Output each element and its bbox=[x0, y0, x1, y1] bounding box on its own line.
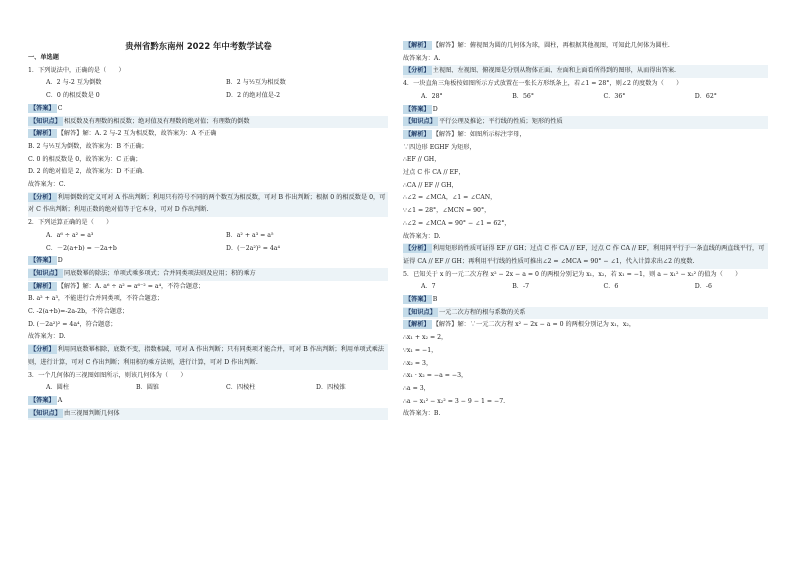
knowledge-tag: 【知识点】 bbox=[30, 269, 61, 277]
q5-line: ∴a − x₁² − x₂² = 3 − 9 − 1 = −7. bbox=[403, 397, 506, 405]
q1-answer: 【答案】 C bbox=[30, 104, 63, 112]
page-title: 贵州省黔东南州 2022 年中考数学试卷 bbox=[125, 41, 272, 51]
knowledge-tag: 【知识点】 bbox=[405, 308, 436, 316]
q1-line: B. 2 与½互为倒数，故答案为：B 不正确； bbox=[28, 142, 148, 150]
q2-answer: 【答案】 D bbox=[30, 257, 63, 265]
knowledge-tag: 【知识点】 bbox=[30, 409, 61, 417]
q2-line: 故答案为：D. bbox=[28, 333, 66, 341]
q4-knowledge-point: 【知识点】 平行公理及推论；平行线的性质；矩形的性质 bbox=[403, 116, 768, 129]
q1-line: 故答案为：C. bbox=[28, 181, 66, 189]
q1-option-b: B．2 与½互为相反数 bbox=[226, 79, 286, 87]
q5-line: ∴x₁ · x₂ = −a = −3， bbox=[403, 372, 468, 380]
q4-option-b: B．56° bbox=[512, 92, 534, 100]
q5-line: 故答案为：B. bbox=[403, 410, 441, 418]
q4-options bbox=[403, 91, 768, 104]
q1-analysis: 【分析】 利用倒数的定义可对 A 作出判断；利用只有符号不同的两个数互为相反数，可对 B 作出判断；根据 0 的相反数是 0，可对 C 作出判断；利用正数的绝对值等于它本身，可对 D 作出判断. bbox=[28, 192, 388, 217]
q5-answer: 【答案】 B bbox=[405, 296, 438, 304]
q1-option-d: D．2 的绝对值是-2 bbox=[226, 92, 281, 100]
q3-options bbox=[28, 382, 388, 395]
q4-line: 故答案为：D. bbox=[403, 232, 441, 240]
q2-options-row2 bbox=[28, 243, 388, 256]
q4-line: ∴∠2 = ∠MCA，∠1 = ∠CAN， bbox=[403, 194, 497, 202]
q2-option-c: C．－2(a+b) = －2a+b bbox=[46, 244, 117, 252]
q1-option-c: C．0 的相反数是 0 bbox=[46, 92, 100, 100]
analysis-tag: 【分析】 bbox=[30, 193, 55, 201]
q4-answer: 【答案】 D bbox=[405, 105, 438, 113]
q5-line: ∴x₂ = 3， bbox=[403, 359, 433, 367]
q4-option-a: A．28° bbox=[421, 92, 443, 100]
q4-analysis: 【分析】 利用矩形的性质可证得 EF // GH；过点 C 作 CA // EF，过点 C 作 CA // EF，利用同平行于一条直线的两直线平行，可证得 CA // EF // GH；再利用平行线的性质可推出∠2 = ∠MCA = 90° − ∠1，代入计算求出∠2 的度数. bbox=[403, 243, 768, 268]
q2-knowledge-point: 【知识点】 同底数幂的除法；单项式乘多项式；合并同类项法则及应用；积的乘方 bbox=[28, 268, 388, 281]
q4-stem: 4．一块直角三角板按如图所示方式放置在一张长方形纸条上，若∠1 = 28°，则∠2 的度数为（ ） bbox=[403, 80, 683, 88]
q1-options-row2 bbox=[28, 90, 388, 103]
q1-options-row1 bbox=[28, 77, 388, 90]
q4-line: ∵四边形 EGHF 为矩形， bbox=[403, 143, 476, 151]
explanation-tag: 【解析】 bbox=[405, 130, 430, 138]
q5-options bbox=[403, 281, 768, 294]
q3-answer: 【答案】 A bbox=[30, 396, 63, 404]
q5-stem: 5．已知关于 x 的一元二次方程 x² − 2x − a = 0 的两根分别记为 x₁，x₂，若 x₁ = −1，则 a − x₁² − x₂² 的值为（ ） bbox=[403, 270, 742, 278]
answer-tag: 【答案】 bbox=[405, 296, 430, 304]
q5-line: ∴a = 3， bbox=[403, 384, 430, 392]
q4-line: ∴CA // EF // GH， bbox=[403, 181, 458, 189]
q5-knowledge-point: 【知识点】 一元二次方程的根与系数的关系 bbox=[403, 307, 768, 320]
answer-tag: 【答案】 bbox=[30, 104, 55, 112]
q3-final: 故答案为：A. bbox=[403, 54, 441, 62]
q1-stem: 1．下列说法中，正确的是（ ） bbox=[28, 66, 125, 74]
q3-option-a: A．圆柱 bbox=[46, 384, 70, 392]
q5-explanation: 【解析】 【解答】解：∵一元二次方程 x² − 2x − a = 0 的两根分别记为 x₁，x₂， bbox=[405, 321, 636, 329]
explanation-tag: 【解析】 bbox=[405, 42, 430, 49]
q2-line: B. a² + a³，不能进行合并同类项，不符合题意； bbox=[28, 295, 164, 303]
explanation-tag: 【解析】 bbox=[30, 130, 55, 138]
q2-option-b: B．a² + a³ = a⁵ bbox=[226, 231, 274, 239]
q4-option-d: D．62° bbox=[694, 92, 717, 100]
q5-line: ∵x₁ = −1， bbox=[403, 346, 438, 354]
analysis-tag: 【分析】 bbox=[30, 346, 55, 354]
q3-option-b: B．圆锥 bbox=[136, 384, 160, 392]
q2-explanation: 【解析】 【解答】解：A. a⁶ ÷ a² = a⁶⁻² = a⁴，不符合题意； bbox=[30, 282, 205, 290]
q1-explanation: 【解析】 【解答】解：A. 2 与-2 互为相反数，故答案为：A 不正确 bbox=[30, 130, 217, 138]
q1-line: C. 0 的相反数是 0，故答案为：C 正确； bbox=[28, 155, 142, 163]
analysis-tag: 【分析】 bbox=[405, 67, 430, 75]
q4-line: ∵∠1 = 28°，∠MCN = 90°， bbox=[403, 207, 491, 215]
q5-option-d: D．-6 bbox=[694, 283, 712, 291]
q5-option-a: A．7 bbox=[421, 283, 436, 291]
q1-knowledge-point: 【知识点】 相反数及有理数的相反数；绝对值及有理数的绝对值；有理数的倒数 bbox=[28, 116, 388, 129]
q2-analysis: 【分析】 利用同底数幂相除，底数不变，指数相减，可对 A 作出判断；只有同类项才能合并，可对 B 作出判断；利用单项式乘法则，进行计算，可对 C 作出判断；利用积的乘方法则，进行计算，可对 D 作出判断. bbox=[28, 344, 388, 369]
analysis-tag: 【分析】 bbox=[405, 245, 430, 253]
q1-line: D. 2 的绝对值是 2，故答案为：D 不正确. bbox=[28, 168, 144, 176]
q2-stem: 2．下列运算正确的是（ ） bbox=[28, 219, 113, 227]
q3-option-c: C．四棱柱 bbox=[226, 384, 256, 392]
q5-option-c: C．6 bbox=[603, 283, 619, 291]
q4-line: ∴∠2 = ∠MCA = 90° − ∠1 = 62°， bbox=[403, 219, 511, 227]
q2-line: C. -2(a+b)=-2a-2b，不符合题意； bbox=[28, 308, 129, 316]
q3-stem: 3．一个几何体的三视图如图所示，则该几何体为（ ） bbox=[28, 371, 187, 379]
explanation-tag: 【解析】 bbox=[405, 321, 430, 329]
q1-option-a: A．2 与-2 互为倒数 bbox=[46, 79, 102, 87]
q5-option-b: B．-7 bbox=[512, 283, 530, 291]
q2-option-d: D．(－2a²)² = 4a⁴ bbox=[226, 244, 280, 252]
answer-tag: 【答案】 bbox=[405, 105, 430, 113]
q2-options-row1 bbox=[28, 230, 388, 243]
q3-explanation: 【解析】 【解答】解：俯视图为圆的几何体为球，圆柱，再根据其他视图，可知此几何体为圆柱. bbox=[405, 42, 670, 49]
answer-tag: 【答案】 bbox=[30, 396, 55, 404]
q4-option-c: C．36° bbox=[603, 92, 626, 100]
knowledge-tag: 【知识点】 bbox=[405, 118, 436, 126]
q4-line: 过点 C 作 CA // EF， bbox=[403, 169, 465, 177]
q4-line: ∴EF // GH， bbox=[403, 156, 441, 164]
q2-option-a: A．a⁶ ÷ a² = a³ bbox=[46, 231, 94, 239]
q3-option-d: D．四棱锥 bbox=[316, 384, 346, 392]
answer-tag: 【答案】 bbox=[30, 257, 55, 265]
q5-line: ∴x₁ + x₂ = 2， bbox=[403, 334, 448, 342]
knowledge-tag: 【知识点】 bbox=[30, 117, 61, 125]
explanation-tag: 【解析】 bbox=[30, 282, 55, 290]
q2-line: D. (－2a²)² = 4a⁴，符合题意； bbox=[28, 320, 117, 328]
q3-knowledge-point: 【知识点】 由三视图判断几何体 bbox=[28, 408, 388, 421]
section-heading: 一、单选题 bbox=[28, 54, 59, 61]
q3-analysis: 【分析】 主视图、左视图、俯视图是分别从物体正面、左面和上面看所得到的图形，从而得出答案. bbox=[403, 65, 768, 78]
right-column bbox=[403, 40, 768, 421]
left-column bbox=[28, 42, 388, 420]
q4-explanation: 【解析】 【解答】解：如图所示标注字母， bbox=[405, 130, 526, 138]
